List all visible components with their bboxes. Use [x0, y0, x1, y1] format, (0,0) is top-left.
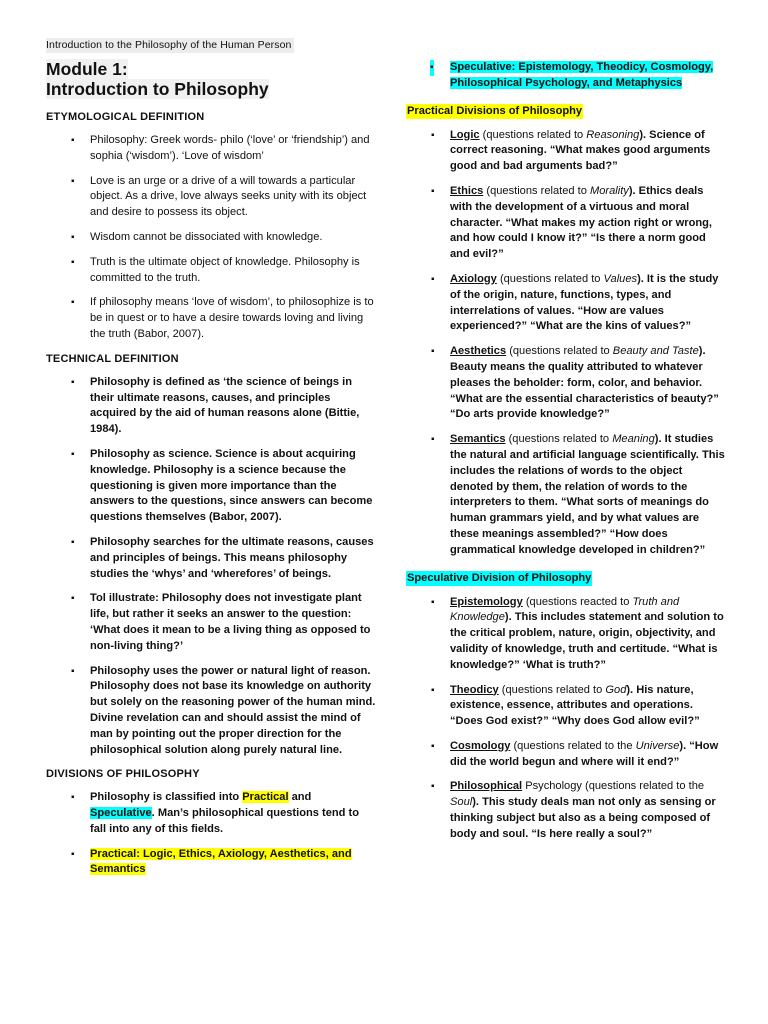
bullet-icon: ▪	[431, 684, 435, 696]
bullet-icon: ▪	[71, 135, 75, 146]
bullet-icon: ▪	[71, 665, 75, 677]
etymological-list	[46, 133, 376, 343]
document-header: Introduction to the Philosophy of the Human Person	[46, 38, 294, 53]
speculative-division-heading: Speculative Division of Philosophy	[407, 571, 592, 584]
practical-divisions-list	[406, 128, 726, 559]
list-item: ▪ Epistemology (questions reacted to Truth and Knowledge). This includes statement and solution to the critical problem, nature, origin, objectivity, and validity of knowledge, truth and certitude. “What is knowledge?” ‘What is truth?”	[431, 595, 724, 671]
list-item: ▪ Truth is the ultimate object of knowledge. Philosophy is committed to the truth.	[71, 255, 360, 284]
module-title	[46, 59, 269, 99]
speculative-list-highlight: Speculative: Epistemology, Theodicy, Cosmology, Philosophical Psychology, and Metaphysics	[450, 61, 714, 89]
list-item: ▪ Theodicy (questions related to God). His nature, existence, essence, attributes and operations. “Does God exist?” “Why does God allow evil?”	[431, 683, 700, 728]
bullet-icon: ▪	[71, 536, 75, 548]
list-item: ▪ Axiology (questions related to Values). It is the study of the origin, nature, functions, types, and interrelations of values. “How are values experienced?” “What are the kins of values?”	[431, 272, 719, 333]
divisions-heading: DIVISIONS OF PHILOSOPHY	[46, 768, 200, 781]
bullet-icon: ▪	[431, 781, 435, 793]
right-column	[406, 60, 726, 852]
bullet-icon: ▪	[71, 376, 75, 388]
list-item: ▪ Aesthetics (questions related to Beauty and Taste). Beauty means the quality attributed to whatever pleases the beholder: form, color, and behavior. “What are the essential characteristics of beauty?” “Do arts provide knowledge?”	[431, 345, 719, 421]
bullet-icon: ▪	[71, 256, 75, 268]
list-item: ▪ Philosophy is defined as ‘the science of beings in their ultimate reasons, causes, and principles acquired by the aid of human reasons alone (Bittie, 1984).	[71, 375, 360, 436]
bullet-icon: ▪	[71, 175, 75, 187]
list-item: ▪ Philosophy: Greek words- philo (‘love’ or ‘friendship’) and sophia (‘wisdom’). ‘Love of wisdom’	[71, 134, 370, 162]
module-number: Module 1:	[46, 59, 128, 79]
practical-highlight: Practical	[242, 791, 289, 804]
bullet-icon: ▪	[431, 740, 435, 752]
bullet-icon: ▪	[431, 273, 435, 285]
speculative-summary-list	[406, 60, 726, 92]
list-item: ▪ Philosophy uses the power or natural light of reason. Philosophy does not base its knowledge on authority but solely on the reasoning power of the human mind. Divine revelation can and should assist the mind of man by pointing out the proper direction for the philosophical solution along purely natural line.	[71, 664, 376, 756]
bullet-icon: ▪	[431, 185, 435, 197]
practical-list-highlight: Practical: Logic, Ethics, Axiology, Aesthetics, and Semantics	[90, 847, 352, 876]
technical-heading: TECHNICAL DEFINITION	[46, 352, 179, 365]
list-item: ▪ Philosophy searches for the ultimate reasons, causes and principles of beings. This means philosophy studies the ‘whys’ and ‘wherefores’ of beings.	[71, 535, 374, 580]
bullet-icon: ▪	[431, 434, 435, 446]
bullet-icon: ▪	[431, 596, 435, 608]
list-item: ▪ Ethics (questions related to Morality). Ethics deals with the development of a virtuous and moral character. “What makes my action right or wrong, and how could I know it?” “Is there a norm good and evil?”	[431, 184, 713, 261]
left-column	[46, 110, 376, 887]
bullet-icon: ▪	[71, 448, 75, 460]
bullet-icon: ▪	[431, 346, 435, 358]
list-item: ▪ Love is an urge or a drive of a will towards a particular object. As a drive, love always seeks unity with its object and desire to possess its object.	[71, 174, 367, 219]
list-item: ▪ Philosophical Psychology (questions related to the Soul). This study deals man not only as sensing or thinking subject but also as a being composed of body and soul. “Is here really a soul?”	[431, 780, 716, 840]
module-name: Introduction to Philosophy	[46, 79, 269, 99]
list-item: ▪ Wisdom cannot be dissociated with knowledge.	[46, 230, 376, 246]
bullet-icon: ▪	[71, 297, 75, 309]
bullet-icon: ▪	[71, 848, 75, 860]
bullet-icon: ▪	[430, 60, 434, 76]
etymological-heading: ETYMOLOGICAL DEFINITION	[46, 111, 205, 123]
list-item: ▪ Philosophy as science. Science is about acquiring knowledge. Philosophy is a science because the questioning is given more importance than the answers to the questions, since answers can become questions themselves (Babor, 2007).	[71, 447, 373, 524]
speculative-highlight: Speculative	[90, 807, 152, 820]
list-item	[406, 60, 726, 92]
list-item: ▪ Semantics (questions related to Meaning). It studies the natural and artificial language scientifically. This includes the relations of words to the object denoted by them, the relation of words to the interpreters to them. “What sorts of meanings do human grammars yield, and by what values are these meanings assembled?” “How does grammatical knowledge developed in children?”	[431, 433, 725, 556]
speculative-divisions-list	[406, 595, 726, 843]
list-item: ▪ Tol illustrate: Philosophy does not investigate plant life, but rather it seeks an answer to the question: ‘What does it mean to be a living thing as opposed to non-living thing?’	[71, 592, 371, 652]
divisions-list	[46, 790, 376, 878]
bullet-icon: ▪	[71, 231, 75, 243]
list-item: ▪ Cosmology (questions related to the Universe). “How did the world begun and where will it end?”	[431, 739, 719, 768]
list-item: ▪ If philosophy means ‘love of wisdom’, to philosophize is to be in quest or to have a desire towards loving and living the truth (Babor, 2007).	[71, 296, 374, 340]
bullet-icon: ▪	[431, 129, 435, 141]
list-item: ▪ Philosophy is classified into Practical and Speculative. Man’s philosophical questions tend to fall into any of this fields.	[71, 791, 359, 835]
list-item	[46, 847, 376, 879]
bullet-icon: ▪	[71, 593, 75, 605]
list-item: ▪ Logic (questions related to Reasoning). Science of correct reasoning. “What makes good arguments good and bad arguments bad?”	[431, 128, 711, 173]
practical-divisions-heading: Practical Divisions of Philosophy	[407, 104, 583, 117]
bullet-icon: ▪	[71, 792, 75, 804]
technical-list	[46, 375, 376, 759]
